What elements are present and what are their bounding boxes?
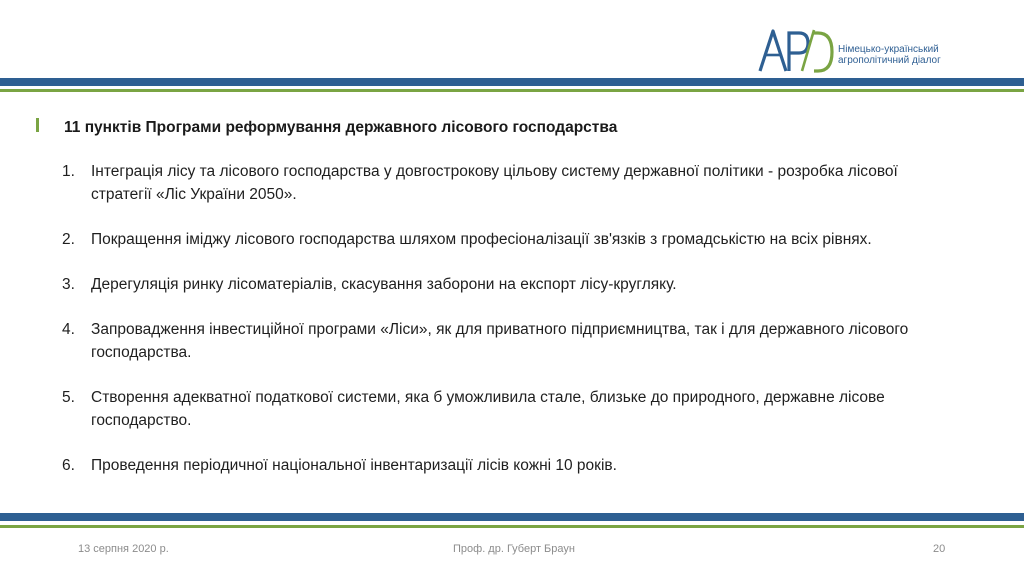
footer-date: 13 серпня 2020 р. bbox=[78, 543, 169, 555]
item-number: 1. bbox=[62, 163, 75, 180]
item-number: 4. bbox=[62, 321, 75, 338]
item-text: Інтеграція лісу та лісового господарства у довгострокову цільову систему державної політики - розробка лісової стратегії «Ліс України 2050». bbox=[91, 163, 898, 203]
item-text: Створення адекватної податкової системи, яка б уможливила стале, близьке до природного, державне лісове господарство. bbox=[91, 389, 885, 429]
list-item bbox=[62, 386, 912, 432]
list-item bbox=[62, 454, 912, 477]
list-item bbox=[62, 318, 912, 364]
top-green-band bbox=[0, 89, 1024, 92]
logo-text-line2: агрополітичний діалог bbox=[838, 55, 941, 66]
logo-text-line1: Німецько-український bbox=[838, 44, 939, 55]
item-number: 2. bbox=[62, 231, 75, 248]
item-number: 5. bbox=[62, 389, 75, 406]
item-number: 3. bbox=[62, 276, 75, 293]
footer-author: Проф. др. Губерт Браун bbox=[453, 543, 575, 555]
list-item bbox=[62, 273, 912, 296]
apd-logo-mark bbox=[758, 27, 834, 73]
top-blue-band bbox=[0, 78, 1024, 86]
item-text: Запровадження інвестиційної програми «Ліси», як для приватного підприємництва, так і для державного лісового господарства. bbox=[91, 321, 909, 361]
apd-logo bbox=[758, 27, 958, 73]
heading-bullet-marker bbox=[36, 118, 39, 132]
item-text: Дерегуляція ринку лісоматеріалів, скасування заборони на експорт лісу-кругляку. bbox=[91, 276, 677, 293]
slide-heading: 11 пунктів Програми реформування державного лісового господарства bbox=[64, 119, 618, 136]
item-text: Проведення періодичної національної інвентаризації лісів кожні 10 років. bbox=[91, 457, 617, 474]
list-item bbox=[62, 160, 912, 206]
list-item bbox=[62, 228, 912, 251]
logo-caption bbox=[838, 44, 941, 66]
page-number: 20 bbox=[933, 543, 946, 555]
item-number: 6. bbox=[62, 457, 75, 474]
item-text: Покращення іміджу лісового господарства шляхом професіоналізації зв'язків з громадськістю на всіх рівнях. bbox=[91, 231, 872, 248]
reform-points-list bbox=[62, 160, 912, 499]
bottom-blue-band bbox=[0, 513, 1024, 521]
bottom-green-band bbox=[0, 525, 1024, 528]
